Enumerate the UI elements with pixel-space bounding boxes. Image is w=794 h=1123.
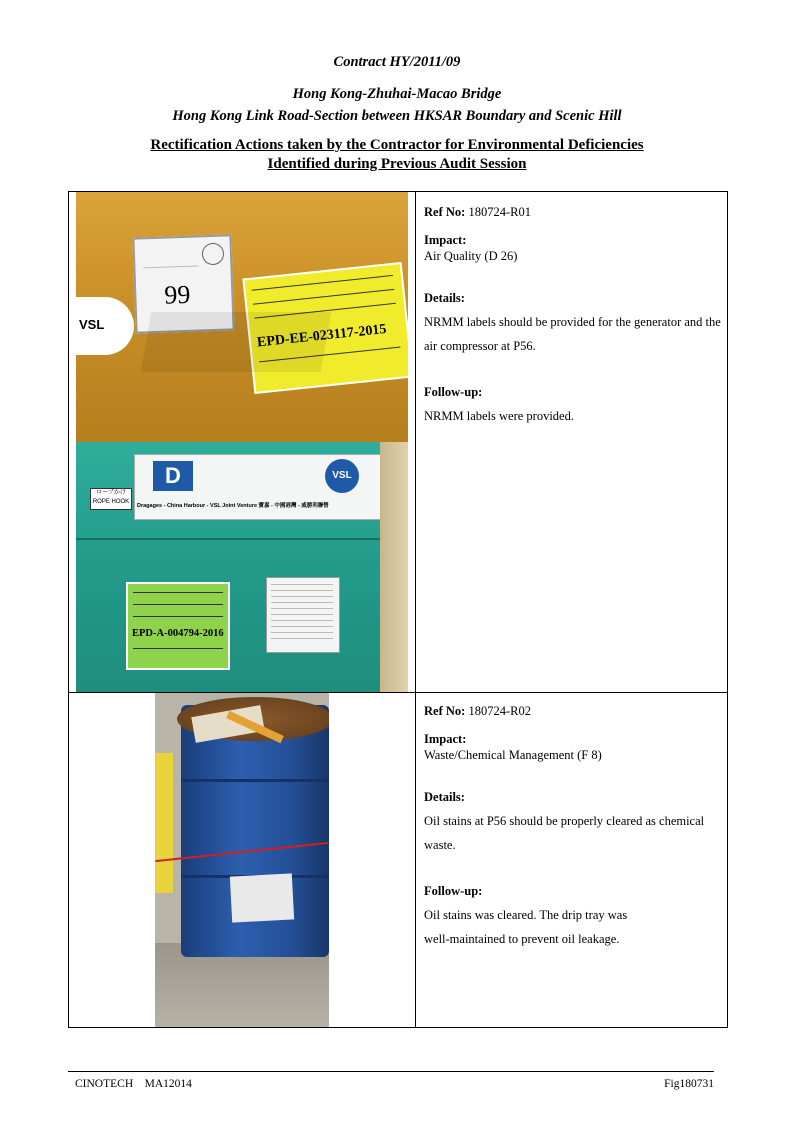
page-title-line1: Rectification Actions taken by the Contractor for Environmental Deficiencies bbox=[150, 137, 644, 153]
ref-no-value: 180724-R01 bbox=[468, 205, 531, 219]
oil-drum-photo bbox=[155, 693, 329, 1027]
rectification-table bbox=[68, 191, 728, 1028]
nrmm-label-white: 99 bbox=[132, 234, 234, 333]
nrmm-label-green: EPD-A-004794-2016 bbox=[126, 582, 230, 670]
section-title: Hong Kong Link Road-Section between HKSAR Boundary and Scenic Hill bbox=[172, 108, 622, 124]
nrmm-label-yellow: EPD-EE-023117-2015 bbox=[242, 262, 408, 394]
follow-up-value: NRMM labels were provided. bbox=[424, 409, 574, 423]
details-value: NRMM labels should be provided for the generator and the air compressor at P56. bbox=[424, 315, 721, 353]
footer-divider bbox=[68, 1071, 714, 1072]
details-value: Oil stains at P56 should be properly cleared as chemical waste. bbox=[424, 814, 705, 852]
table-row bbox=[69, 192, 727, 693]
vsl-sticker: VSL bbox=[76, 297, 134, 355]
impact-value: Waste/Chemical Management (F 8) bbox=[424, 748, 602, 762]
footer-left: CINOTECH MA12014 bbox=[75, 1078, 192, 1090]
generator-photo bbox=[76, 442, 408, 692]
jv-banner: D VSL Dragages - China Harbour - VSL Joint Venture 寶嘉 - 中國港灣 - 威勝利聯營 bbox=[134, 454, 386, 520]
impact-value: Air Quality (D 26) bbox=[424, 249, 518, 263]
spec-plate bbox=[266, 577, 340, 653]
page-title-line2: Identified during Previous Audit Session bbox=[267, 156, 527, 172]
rope-hook-sticker: ロープかけ ROPE HOOK bbox=[90, 488, 132, 510]
record-text-1: Ref No: 180724-R01 Impact: Air Quality (D 26) Details: NRMM labels should be provided for the generator and the air compressor at P56. Follow-up: NRMM labels were provided. bbox=[424, 200, 724, 428]
project-title: Hong Kong-Zhuhai-Macao Bridge bbox=[292, 86, 502, 102]
table-row bbox=[69, 693, 727, 1027]
contract-number: Contract HY/2011/09 bbox=[333, 54, 461, 70]
ref-no-value: 180724-R02 bbox=[468, 704, 531, 718]
oil-drum bbox=[181, 705, 329, 957]
record-text-2: Ref No: 180724-R02 Impact: Waste/Chemical Management (F 8) Details: Oil stains at P56 should be properly cleared as chemical waste. Follow-up: Oil stains was cleared. The drip tray was well-maintained to prevent oil leakage. bbox=[424, 699, 724, 951]
follow-up-value: Oil stains was cleared. The drip tray was well-maintained to prevent oil leakage. bbox=[424, 908, 628, 946]
compressor-photo bbox=[76, 192, 408, 442]
footer-right: Fig180731 bbox=[664, 1078, 714, 1090]
drum-label bbox=[230, 873, 294, 922]
